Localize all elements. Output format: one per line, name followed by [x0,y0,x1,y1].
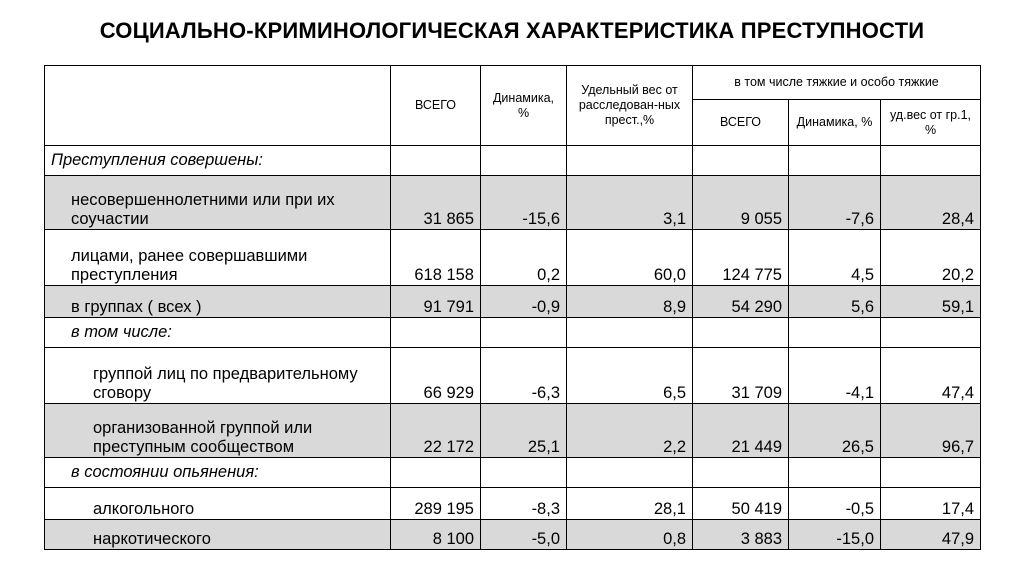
cell-group-share: 47,4 [881,348,981,404]
row-label: несовершеннолетними или при их соучастии [45,176,391,230]
cell-group-dynamics [789,458,881,488]
crime-characteristics-table [44,65,981,550]
cell-total [391,318,481,348]
table-row [45,348,981,404]
cell-dynamics [481,146,567,176]
cell-share: 8,9 [567,286,693,318]
cell-total: 22 172 [391,404,481,458]
cell-share: 28,1 [567,488,693,520]
cell-group-total: 50 419 [693,488,789,520]
table-row [45,176,981,230]
cell-group-dynamics: -15,0 [789,520,881,550]
cell-group-dynamics: -4,1 [789,348,881,404]
cell-share: 60,0 [567,230,693,286]
cell-group-total: 3 883 [693,520,789,550]
row-label: наркотического [45,520,391,550]
row-label: группой лиц по предварительному сговору [45,348,391,404]
cell-total: 289 195 [391,488,481,520]
cell-group-dynamics [789,146,881,176]
cell-total: 66 929 [391,348,481,404]
cell-total [391,458,481,488]
cell-group-total [693,318,789,348]
cell-total: 618 158 [391,230,481,286]
header-group-dynamics: Динамика, % [789,100,881,146]
cell-group-share: 17,4 [881,488,981,520]
row-label: алкогольного [45,488,391,520]
row-label: лицами, ранее совершавшими преступления [45,230,391,286]
row-label: Преступления совершены: [45,146,391,176]
table-row [45,488,981,520]
cell-group-share: 47,9 [881,520,981,550]
cell-group-total: 21 449 [693,404,789,458]
cell-share [567,458,693,488]
cell-group-share [881,146,981,176]
cell-group-share: 20,2 [881,230,981,286]
row-label: в том числе: [45,318,391,348]
header-group-share: уд.вес от гр.1, % [881,100,981,146]
cell-dynamics: -6,3 [481,348,567,404]
header-group-serious: в том числе тяжкие и особо тяжкие [693,66,981,100]
cell-share: 0,8 [567,520,693,550]
header-group-total: ВСЕГО [693,100,789,146]
cell-dynamics: 0,2 [481,230,567,286]
table-row [45,520,981,550]
table-row [45,318,981,348]
cell-group-share [881,318,981,348]
table-row [45,286,981,318]
row-label: в состоянии опьянения: [45,458,391,488]
page-title: СОЦИАЛЬНО-КРИМИНОЛОГИЧЕСКАЯ ХАРАКТЕРИСТИКА ПРЕСТУПНОСТИ [99,18,925,43]
table-row [45,230,981,286]
cell-share: 6,5 [567,348,693,404]
cell-group-share: 59,1 [881,286,981,318]
cell-group-total: 31 709 [693,348,789,404]
row-label: в группах ( всех ) [45,286,391,318]
cell-total: 31 865 [391,176,481,230]
cell-group-total: 9 055 [693,176,789,230]
header-dynamics: Динамика, % [481,66,567,146]
table-row [45,458,981,488]
cell-total: 91 791 [391,286,481,318]
cell-group-total: 124 775 [693,230,789,286]
cell-share [567,318,693,348]
cell-total [391,146,481,176]
cell-group-dynamics: 5,6 [789,286,881,318]
cell-group-dynamics: -0,5 [789,488,881,520]
header-share: Удельный вес от расследован-ных прест.,% [567,66,693,146]
table-row [45,404,981,458]
cell-total: 8 100 [391,520,481,550]
cell-group-dynamics: -7,6 [789,176,881,230]
cell-share: 2,2 [567,404,693,458]
cell-group-dynamics: 26,5 [789,404,881,458]
cell-group-dynamics [789,318,881,348]
header-label-cell [45,66,391,146]
cell-share: 3,1 [567,176,693,230]
cell-dynamics [481,318,567,348]
row-label: организованной группой или преступным сообществом [45,404,391,458]
cell-group-share: 28,4 [881,176,981,230]
header-total: ВСЕГО [391,66,481,146]
cell-share [567,146,693,176]
cell-group-total [693,146,789,176]
cell-dynamics: 25,1 [481,404,567,458]
cell-group-total [693,458,789,488]
cell-group-total: 54 290 [693,286,789,318]
cell-dynamics: -8,3 [481,488,567,520]
table-row [45,146,981,176]
cell-group-share [881,458,981,488]
cell-dynamics: -15,6 [481,176,567,230]
cell-group-dynamics: 4,5 [789,230,881,286]
cell-dynamics [481,458,567,488]
cell-dynamics: -5,0 [481,520,567,550]
cell-dynamics: -0,9 [481,286,567,318]
cell-group-share: 96,7 [881,404,981,458]
